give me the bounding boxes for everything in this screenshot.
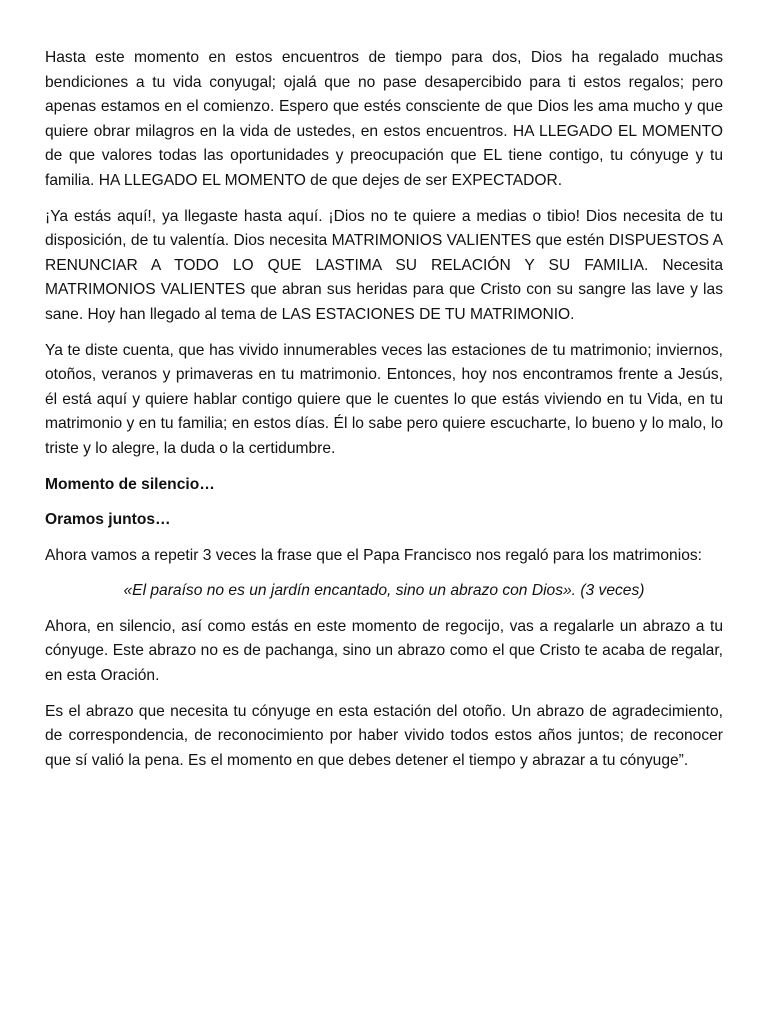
heading-pray: Oramos juntos… [45,511,171,529]
paragraph-courage: ¡Ya estás aquí!, ya llegaste hasta aquí. ¡Dios no te quiere a medias o tibio! Dios necesita de tu disposición, de tu valentía. Dios necesita MATRIMONIOS VALIENTES que estén DISPUESTOS A RENUNCIAR A TODO LO QUE LASTIMA SU RELACIÓN Y SU FAMILIA. Necesita MATRIMONIOS VALIENTES que abran sus heridas para que Cristo con su sangre las lave y las sane. Hoy han llegado al tema de LAS ESTACIONES DE TU MATRIMONIO. [45,207,723,323]
document-page [45,46,723,784]
paragraph-autumn: Es el abrazo que necesita tu cónyuge en esta estación del otoño. Un abrazo de agradecimiento, de correspondencia, de reconocimiento por haber vivido todos estos años juntos; de reconocer que sí valió la pena. Es el momento en que debes detener el tiempo y abrazar a tu cónyuge”. [45,702,723,769]
paragraph-embrace: Ahora, en silencio, así como estás en este momento de regocijo, vas a regalarle un abrazo a tu cónyuge. Este abrazo no es de pachanga, sino un abrazo como el que Cristo te acaba de regalar, en esta Oración. [45,617,723,685]
paragraph-intro: Hasta este momento en estos encuentros de tiempo para dos, Dios ha regalado muchas bendiciones a tu vida conyugal; ojalá que no pase desapercibido para ti estos regalos; pero apenas estamos en el comienzo. Espero que estés consciente de que Dios les ama mucho y que quiere obrar milagros en la vida de ustedes, en estos encuentros. HA LLEGADO EL MOMENTO de que valores todas las oportunidades y preocupación que EL tiene contigo, tu cónyuge y tu familia. HA LLEGADO EL MOMENTO de que dejes de ser EXPECTADOR. [45,49,723,189]
paragraph-quote-intro: Ahora vamos a repetir 3 veces la frase que el Papa Francisco nos regaló para los matrimonios: [45,546,702,564]
paragraph-seasons: Ya te diste cuenta, que has vivido innumerables veces las estaciones de tu matrimonio; inviernos, otoños, veranos y primaveras en tu matrimonio. Entonces, hoy nos encontramos frente a Jesús, él está aquí y quiere hablar contigo quiere que le cuentes lo que estás viviendo en tu Vida, en tu matrimonio y en tu familia; en estos días. Él lo sabe pero quiere escucharte, lo bueno y lo malo, lo triste y lo alegre, la duda o la certidumbre. [45,341,723,457]
heading-silence: Momento de silencio… [45,475,215,493]
pope-quote: «El paraíso no es un jardín encantado, sino un abrazo con Dios». (3 veces) [123,582,645,600]
